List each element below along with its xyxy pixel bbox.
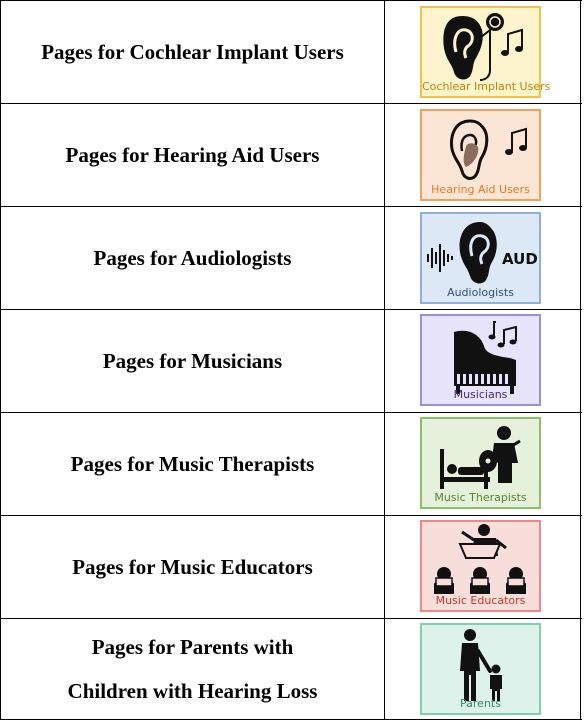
card-label: Music Therapists	[434, 491, 527, 504]
music-educators-card[interactable]	[420, 520, 541, 612]
cochlear-implant-users-link[interactable]: Pages for Cochlear Implant Users	[1, 1, 385, 103]
music-therapists-card[interactable]	[420, 417, 541, 509]
table-row	[1, 1, 582, 104]
hearing-aid-users-card[interactable]	[420, 109, 541, 201]
cochlear-implant-users-card[interactable]	[420, 6, 551, 98]
table-row	[1, 207, 582, 310]
parents-card[interactable]	[420, 623, 541, 715]
music-educators-link[interactable]: Pages for Music Educators	[1, 516, 385, 618]
table-row	[1, 619, 582, 720]
music-therapists-link[interactable]: Pages for Music Therapists	[1, 413, 385, 515]
card-label: Cochlear Implant Users	[422, 80, 551, 93]
card-label: Music Educators	[435, 594, 526, 607]
card-label: Musicians	[453, 388, 508, 401]
musicians-link[interactable]: Pages for Musicians	[1, 310, 385, 412]
parents-link-line-2: Children with Hearing Loss	[67, 679, 318, 703]
card-label: Hearing Aid Users	[431, 183, 530, 196]
table-row	[1, 104, 582, 207]
musicians-card[interactable]	[420, 314, 541, 406]
parents-link-line-1: Pages for Parents with	[91, 635, 294, 659]
card-label: Audiologists	[447, 286, 514, 299]
parents-link[interactable]	[1, 619, 385, 719]
audiologists-card[interactable]	[420, 212, 541, 304]
table-row	[1, 310, 582, 413]
hearing-aid-users-link[interactable]: Pages for Hearing Aid Users	[1, 104, 385, 206]
card-label: Parents	[460, 697, 501, 710]
audiologists-link[interactable]: Pages for Audiologists	[1, 207, 385, 309]
table-row	[1, 516, 582, 619]
table-row	[1, 413, 582, 516]
aud-badge: AUD	[502, 250, 538, 268]
